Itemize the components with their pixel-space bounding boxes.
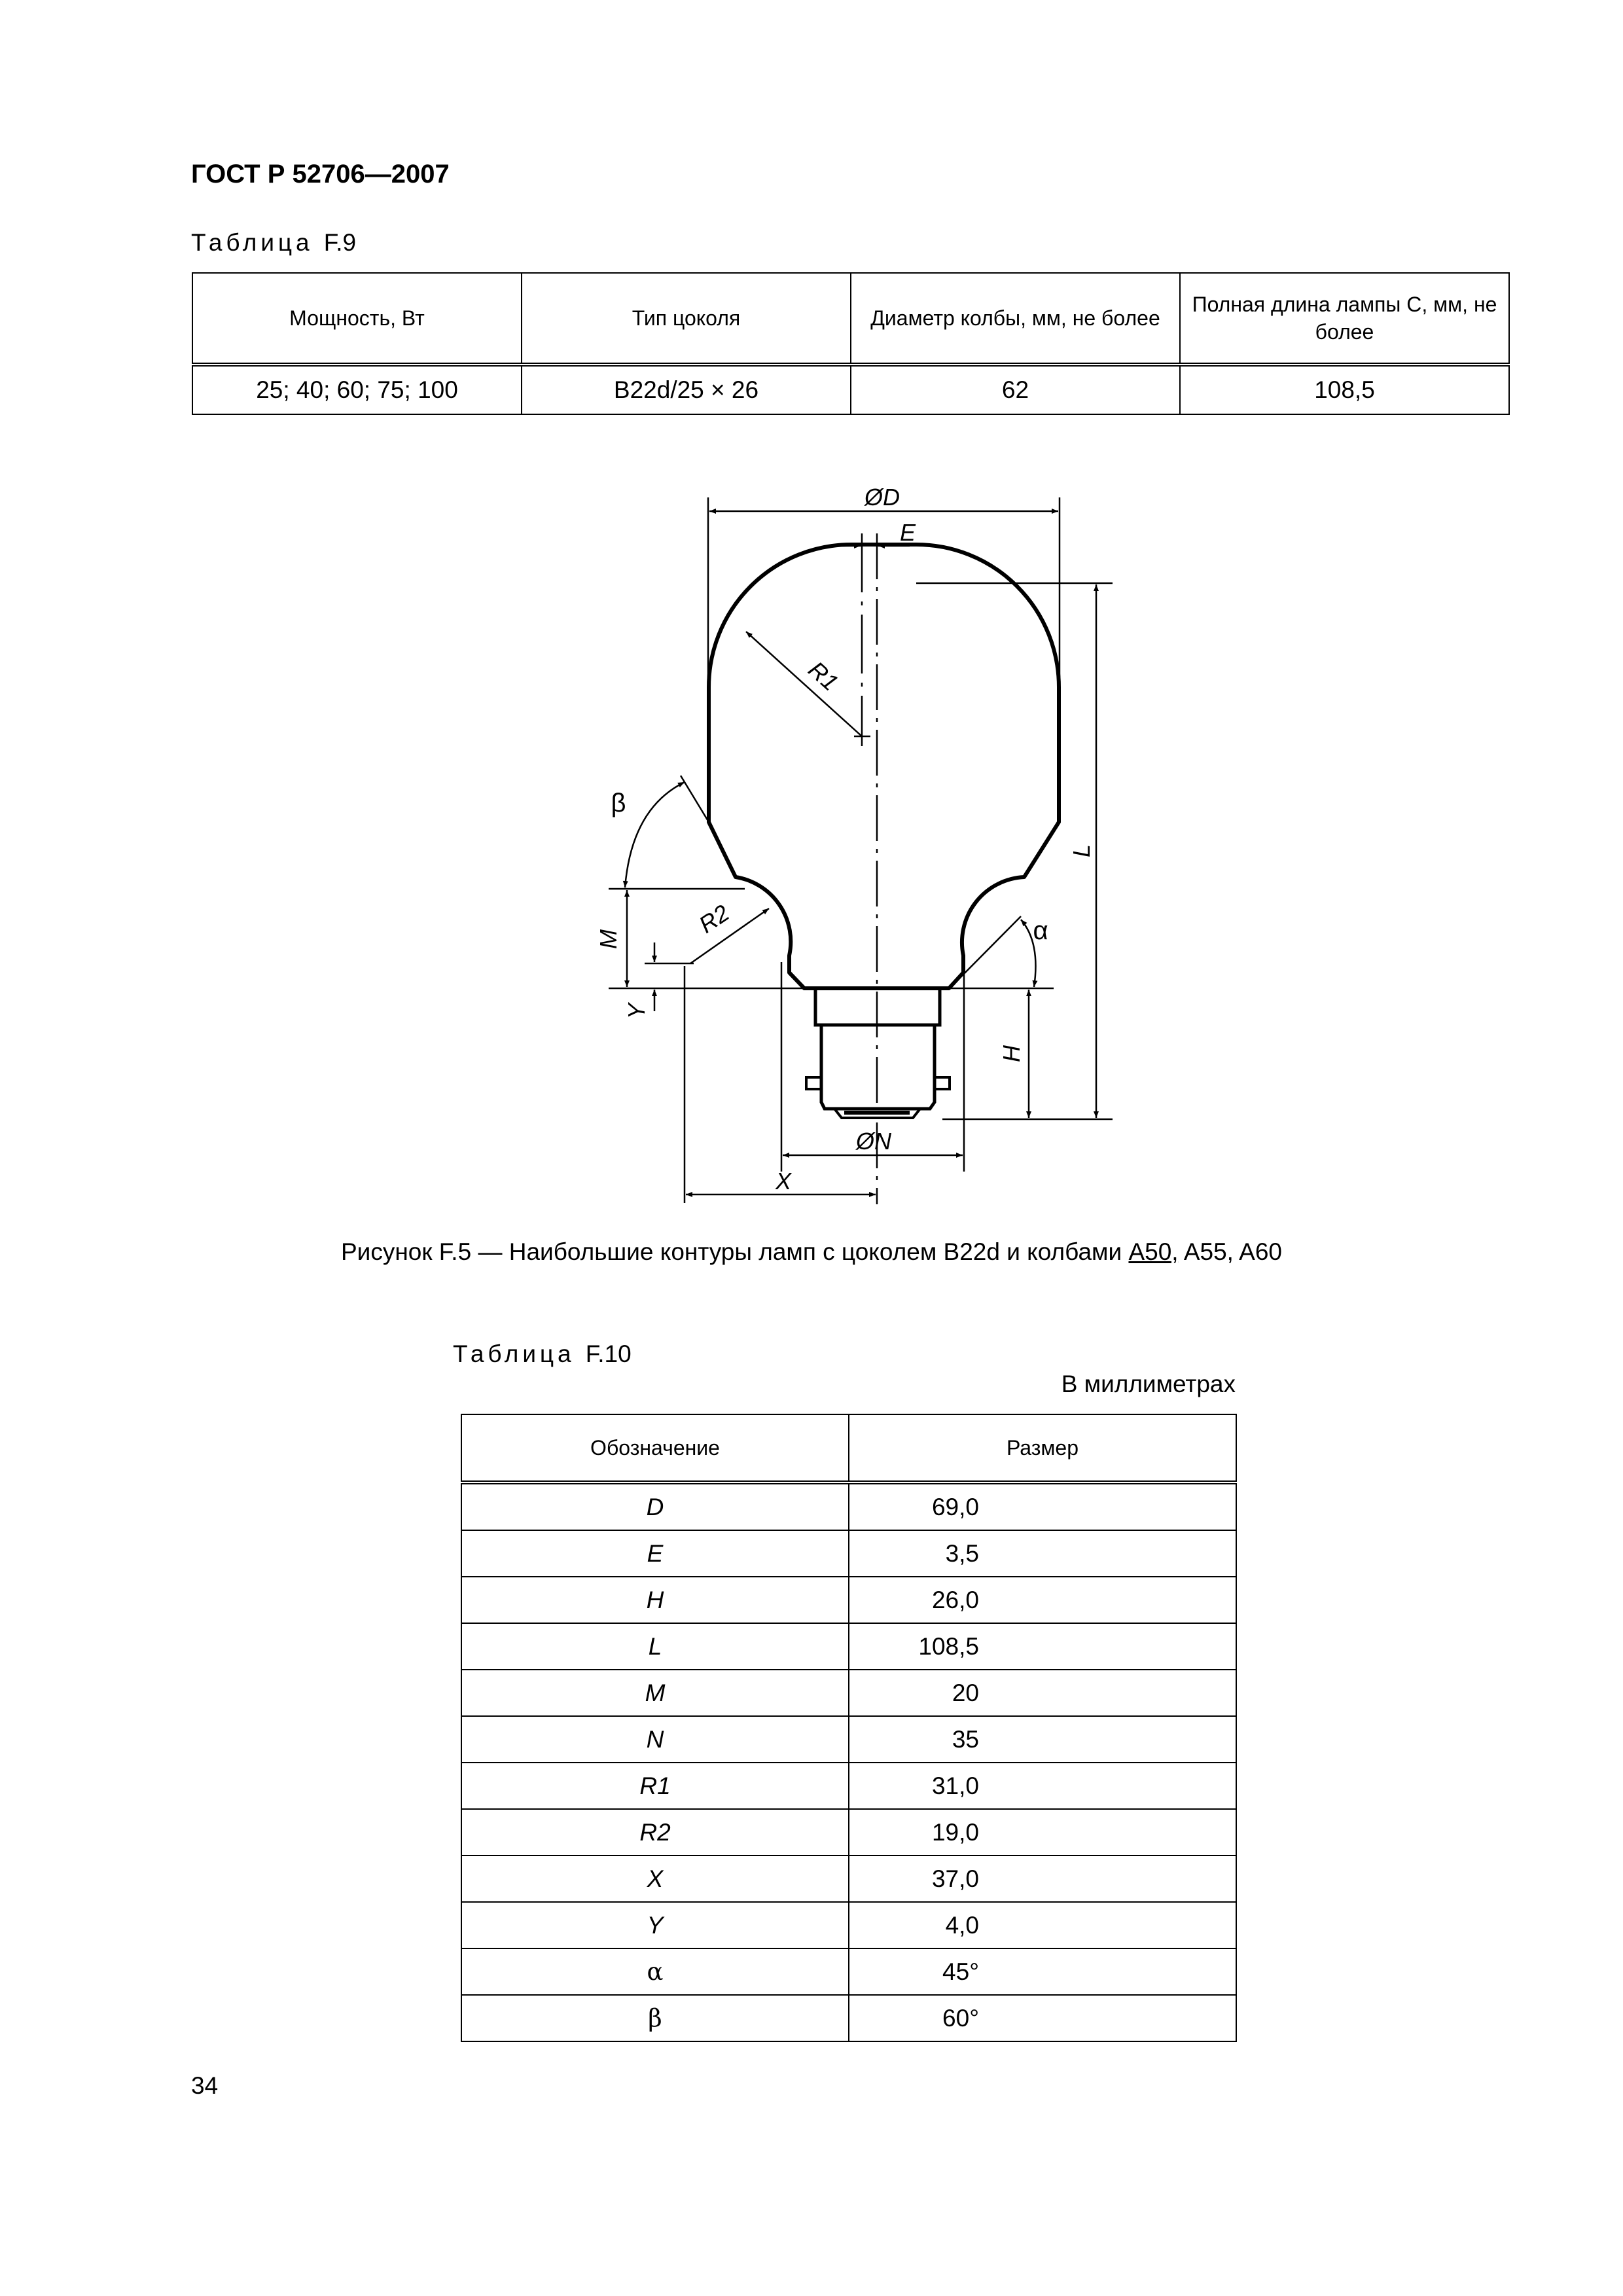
cell-size xyxy=(849,1809,1236,1856)
label-alpha: α xyxy=(1033,916,1048,945)
header-size: Размер xyxy=(849,1414,1236,1482)
table-f10 xyxy=(461,1414,1237,2042)
header-total-length: Полная длина лампы C, мм, не более xyxy=(1180,273,1509,365)
header-cap-type: Тип цоколя xyxy=(522,273,851,365)
table-f10-caption xyxy=(453,1340,632,1368)
cell-size-value: 37,0 xyxy=(931,1865,979,1892)
cell-size xyxy=(849,1623,1236,1670)
table-row xyxy=(461,1995,1236,2041)
cell-size xyxy=(849,1716,1236,1763)
table-row xyxy=(461,1948,1236,1995)
header-designation: Обозначение xyxy=(461,1414,849,1482)
table-row xyxy=(461,1530,1236,1577)
cap-lower xyxy=(821,1025,935,1109)
cell-designation: R2 xyxy=(461,1809,849,1856)
cell-size-value: 3,5 xyxy=(945,1539,979,1567)
cell-designation: α xyxy=(461,1948,849,1995)
table-row xyxy=(461,1623,1236,1670)
figure-caption xyxy=(0,1238,1623,1266)
cell-size-value: 35 xyxy=(952,1725,979,1753)
cell-designation: Y xyxy=(461,1902,849,1948)
cell-designation: E xyxy=(461,1530,849,1577)
label-r1: R1 xyxy=(803,656,844,696)
table-header-row xyxy=(461,1414,1236,1482)
label-h: H xyxy=(998,1045,1025,1062)
figure-caption-underlined: A50, xyxy=(1128,1238,1179,1265)
cell-designation: R1 xyxy=(461,1763,849,1809)
cell-designation: M xyxy=(461,1670,849,1716)
cell-size-value: 26,0 xyxy=(931,1586,979,1613)
cell-designation: H xyxy=(461,1577,849,1623)
figure-caption-end: A55, A60 xyxy=(1178,1238,1283,1265)
header-power: Мощность, Вт xyxy=(192,273,522,365)
bulb-outline xyxy=(709,545,1059,988)
table-caption-word: Таблица xyxy=(453,1340,575,1367)
table-row xyxy=(461,1902,1236,1948)
cell-size-value: 45° xyxy=(942,1958,979,1985)
table-caption-word: Таблица xyxy=(191,229,313,256)
table-row xyxy=(461,1856,1236,1902)
table-row xyxy=(461,1716,1236,1763)
document-code: ГОСТ Р 52706—2007 xyxy=(191,160,450,188)
label-m: M xyxy=(595,929,622,949)
figure-caption-text: Рисунок F.5 — Наибольшие контуры ламп с цоколем B22d и колбами xyxy=(340,1238,1129,1265)
table-caption-number: F.9 xyxy=(323,229,357,256)
table-row xyxy=(461,1482,1236,1530)
cap-pin-right xyxy=(935,1077,950,1089)
label-x: X xyxy=(775,1168,792,1194)
label-l: L xyxy=(1068,844,1095,858)
label-d: ØD xyxy=(865,484,900,511)
cell-designation: N xyxy=(461,1716,849,1763)
label-beta: β xyxy=(611,789,626,817)
cell-size-value: 19,0 xyxy=(931,1818,979,1846)
cell-size-value: 20 xyxy=(952,1679,979,1706)
label-e: E xyxy=(899,519,916,546)
cell-size xyxy=(849,1995,1236,2041)
cell-bulb-diameter: 62 xyxy=(851,365,1180,414)
label-r2: R2 xyxy=(694,899,734,939)
cell-designation: β xyxy=(461,1995,849,2041)
cell-size xyxy=(849,1530,1236,1577)
cell-size xyxy=(849,1763,1236,1809)
table-row xyxy=(461,1577,1236,1623)
cell-designation: X xyxy=(461,1856,849,1902)
cell-size xyxy=(849,1948,1236,1995)
table-row xyxy=(461,1809,1236,1856)
cell-size-value: 108,5 xyxy=(918,1632,979,1660)
cap-pin-left xyxy=(806,1077,821,1089)
cell-cap-type: B22d/25 × 26 xyxy=(522,365,851,414)
cell-power: 25; 40; 60; 75; 100 xyxy=(192,365,522,414)
table-row xyxy=(461,1763,1236,1809)
table-row xyxy=(461,1670,1236,1716)
cell-size-value: 31,0 xyxy=(931,1772,979,1799)
cell-size-value: 69,0 xyxy=(931,1493,979,1520)
cell-designation: L xyxy=(461,1623,849,1670)
cell-total-length: 108,5 xyxy=(1180,365,1509,414)
page-number: 34 xyxy=(191,2072,219,2099)
table-caption-number: F.10 xyxy=(585,1340,632,1367)
cell-size-value: 4,0 xyxy=(945,1911,979,1939)
cell-size xyxy=(849,1482,1236,1530)
cell-size-value: 60° xyxy=(942,2004,979,2032)
label-y: Y xyxy=(623,1003,650,1020)
label-n: ØN xyxy=(856,1128,891,1155)
cell-size xyxy=(849,1856,1236,1902)
cell-size xyxy=(849,1670,1236,1716)
header-bulb-diameter: Диаметр колбы, мм, не более xyxy=(851,273,1180,365)
units-note: В миллиметрах xyxy=(1061,1371,1236,1397)
cell-size xyxy=(849,1577,1236,1623)
cell-size xyxy=(849,1902,1236,1948)
cell-designation: D xyxy=(461,1482,849,1530)
